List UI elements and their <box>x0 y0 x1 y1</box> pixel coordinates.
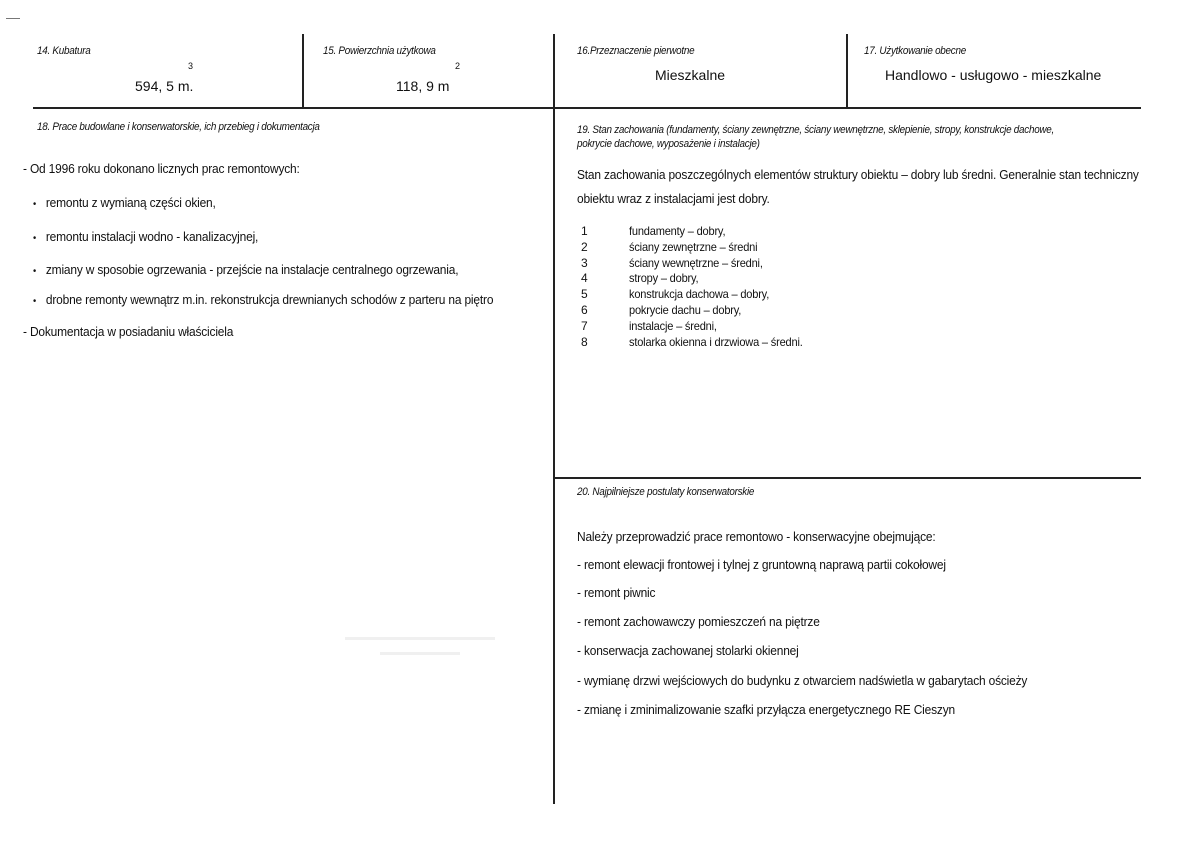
section-18-label: 18. Prace budowlane i konserwatorskie, ich przebieg i dokumentacja <box>37 121 320 133</box>
condition-number: 7 <box>581 319 588 333</box>
divider-v-14-15 <box>302 34 304 107</box>
condition-item: ściany wewnętrzne – średni, <box>629 256 763 270</box>
section-20-label: 20. Najpilniejsze postulaty konserwatorskie <box>577 486 755 498</box>
condition-item: instalacje – średni, <box>629 319 717 333</box>
section-20-item: - konserwacja zachowanej stolarki okiennej <box>577 643 799 658</box>
bullet-text: remontu z wymianą części okien, <box>45 195 216 210</box>
field-14-value: 594, 5 m. <box>135 78 194 94</box>
section-19-para-cont: obiektu wraz z instalacjami jest dobry. <box>577 191 770 206</box>
divider-h-s20 <box>553 477 1141 479</box>
field-16-label: 16.Przeznaczenie pierwotne <box>577 45 695 57</box>
section-18-outro: - Dokumentacja w posiadaniu właściciela <box>23 324 234 339</box>
condition-number: 1 <box>581 224 588 238</box>
section-20-item: - remont elewacji frontowej i tylnej z gruntowną naprawą partii cokołowej <box>577 557 946 572</box>
bullet-text: drobne remonty wewnątrz m.in. rekonstrukcja drewnianych schodów z parteru na piętro <box>45 292 494 307</box>
section-19-para: Stan zachowania poszczególnych elementów struktury obiektu – dobry lub średni. Generalnie stan techniczny <box>577 167 1139 182</box>
section-19-label: 19. Stan zachowania (fundamenty, ściany zewnętrzne, ściany wewnętrzne, sklepienie, stropy, konstrukcje dachowe, <box>577 124 1055 136</box>
condition-number: 3 <box>581 256 588 270</box>
condition-item: konstrukcja dachowa – dobry, <box>629 287 770 301</box>
section-20-item: - remont zachowawczy pomieszczeń na piętrze <box>577 614 820 629</box>
section-19-label-cont: pokrycie dachowe, wyposażenie i instalacje) <box>577 138 760 150</box>
field-14-exponent: 3 <box>188 61 194 71</box>
bullet-text: zmiany w sposobie ogrzewania - przejście na instalacje centralnego ogrzewania, <box>45 262 459 277</box>
condition-number: 4 <box>581 271 588 285</box>
field-14-label: 14. Kubatura <box>37 45 91 57</box>
section-20-item: - wymianę drzwi wejściowych do budynku z otwarciem nadświetla w gabarytach ościeży <box>577 673 1028 688</box>
condition-number: 8 <box>581 335 588 349</box>
condition-item: ściany zewnętrzne – średni <box>629 240 758 254</box>
section-20-item: - remont piwnic <box>577 585 656 600</box>
condition-item: stolarka okienna i drzwiowa – średni. <box>629 335 803 349</box>
field-15-label: 15. Powierzchnia użytkowa <box>323 45 436 57</box>
bullet-text: remontu instalacji wodno - kanalizacyjnej, <box>45 229 259 244</box>
scan-artefact <box>380 652 460 655</box>
condition-item: fundamenty – dobry, <box>629 224 726 238</box>
field-17-label: 17. Użytkowanie obecne <box>864 45 966 57</box>
section-20-intro: Należy przeprowadzić prace remontowo - konserwacyjne obejmujące: <box>577 529 936 544</box>
bullet-icon: • <box>33 233 37 244</box>
divider-v-main <box>553 34 555 804</box>
section-18-bullet <box>33 195 216 210</box>
field-15-exponent: 2 <box>455 61 461 71</box>
section-18-bullet <box>33 229 258 244</box>
condition-number: 2 <box>581 240 588 254</box>
bullet-icon: • <box>33 296 37 307</box>
section-18-bullet <box>33 292 493 307</box>
section-20-item: - zmianę i zminimalizowanie szafki przyłącza energetycznego RE Cieszyn <box>577 702 955 717</box>
scan-artefact <box>345 637 495 640</box>
condition-item: stropy – dobry, <box>629 271 699 285</box>
divider-h-header <box>33 107 1141 109</box>
section-18-intro: - Od 1996 roku dokonano licznych prac remontowych: <box>23 161 300 176</box>
field-17-value: Handlowo - usługowo - mieszkalne <box>885 67 1102 83</box>
field-16-value: Mieszkalne <box>655 67 726 83</box>
condition-number: 5 <box>581 287 588 301</box>
scan-mark <box>6 18 20 19</box>
divider-v-16-17 <box>846 34 848 107</box>
condition-item: pokrycie dachu – dobry, <box>629 303 742 317</box>
bullet-icon: • <box>33 266 37 277</box>
bullet-icon: • <box>33 199 37 210</box>
field-15-value: 118, 9 m <box>396 78 450 94</box>
section-18-bullet <box>33 262 458 277</box>
condition-number: 6 <box>581 303 588 317</box>
